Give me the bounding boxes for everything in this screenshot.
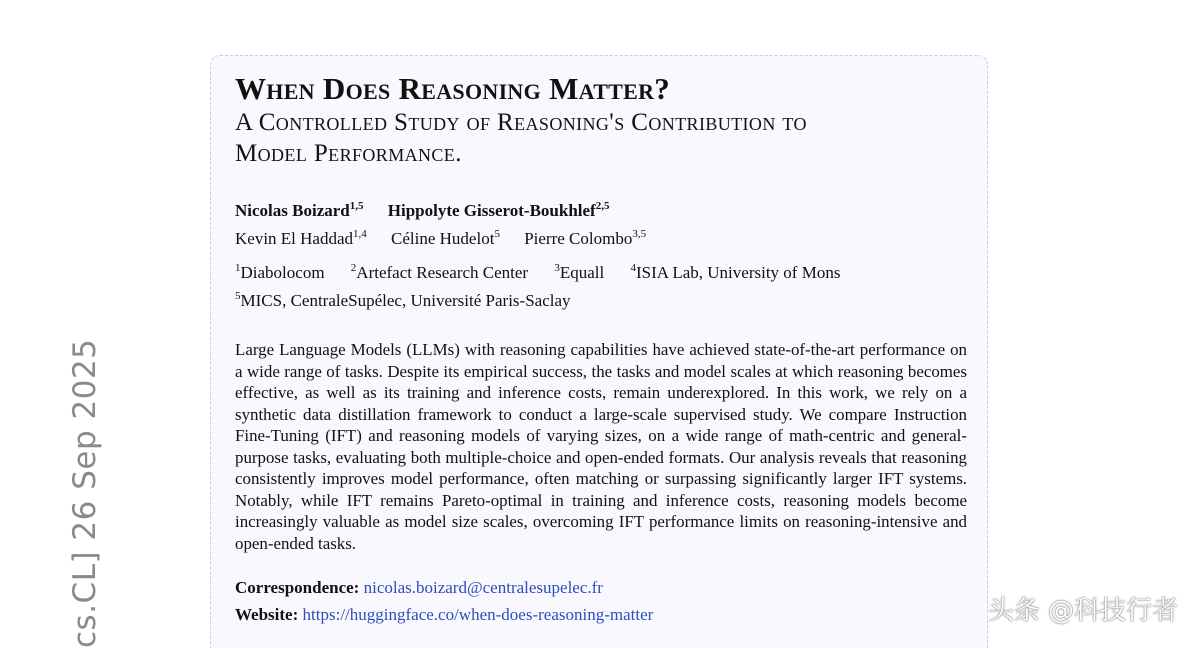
paper-header-content [235, 70, 967, 628]
author-name: Nicolas Boizard$^{1,5}$ [235, 200, 364, 221]
paper-subtitle-line-2: Model Performance. [235, 140, 462, 168]
affiliation: $^5$MICS, CentraleSupélec, Université Paris-Saclay [235, 290, 571, 311]
affiliation-row-2 [235, 287, 967, 315]
paper-meta [235, 574, 967, 628]
website-label: Website: [235, 605, 299, 625]
affiliation: $^1$Diabolocom [235, 262, 325, 283]
arxiv-sidebar-stamp [67, 338, 103, 648]
correspondence-email-link[interactable]: nicolas.boizard@centralesupelec.fr [363, 578, 603, 598]
website-link[interactable]: https://huggingface.co/when-does-reasoning-matter [302, 605, 654, 625]
affiliation: $^2$Artefact Research Center [350, 262, 529, 283]
abstract-text: Large Language Models (LLMs) with reasoning capabilities have achieved state-of-the-art performance on a wide range of tasks. Despite its empirical success, the tasks and model scales at which reasoning becomes effective, as well as its training and inference costs, remain underexplored. In this work, we rely on a synthetic data distillation framework to conduct a large-scale supervised study. We compare Instruction Fine-Tuning (IFT) and reasoning models of varying sizes, on a wide range of math-centric and general-purpose tasks, evaluating both multiple-choice and open-ended formats. Our analysis reveals that reasoning consistently improves model performance, often matching or surpassing significantly larger IFT systems. Notably, while IFT remains Pareto-optimal in training and inference costs, reasoning models become increasingly valuable as model size scales, overcoming IFT performance limits on reasoning-intensive and open-ended tasks. [235, 340, 967, 553]
website-line [235, 601, 967, 628]
correspondence-line [235, 574, 967, 601]
arxiv-stamp-text: cs.CL] 26 Sep 2025 [67, 338, 103, 648]
author-name: Pierre Colombo$^{3,5}$ [524, 228, 647, 249]
affiliation: $^3$Equall [554, 262, 605, 283]
paper-header-card [210, 55, 988, 648]
affiliation: $^4$ISIA Lab, University of Mons [630, 262, 841, 283]
source-watermark: 头条 @科技行者 [987, 596, 1178, 626]
author-row-primary [235, 197, 967, 225]
correspondence-label: Correspondence: [235, 578, 360, 598]
affiliation-list [235, 259, 967, 315]
author-name: Hippolyte Gisserot-Boukhlef$^{2,5}$ [387, 200, 610, 221]
author-list [235, 197, 967, 253]
paper-subtitle-line-1: A Controlled Study of Reasoning's Contribution to [235, 109, 807, 137]
affiliation-row-1 [235, 259, 967, 287]
author-name: Céline Hudelot$^5$ [391, 228, 500, 249]
paper-title: When Does Reasoning Matter? [235, 71, 671, 106]
author-row-secondary [235, 225, 967, 253]
author-name: Kevin El Haddad$^{1,4}$ [235, 228, 367, 249]
